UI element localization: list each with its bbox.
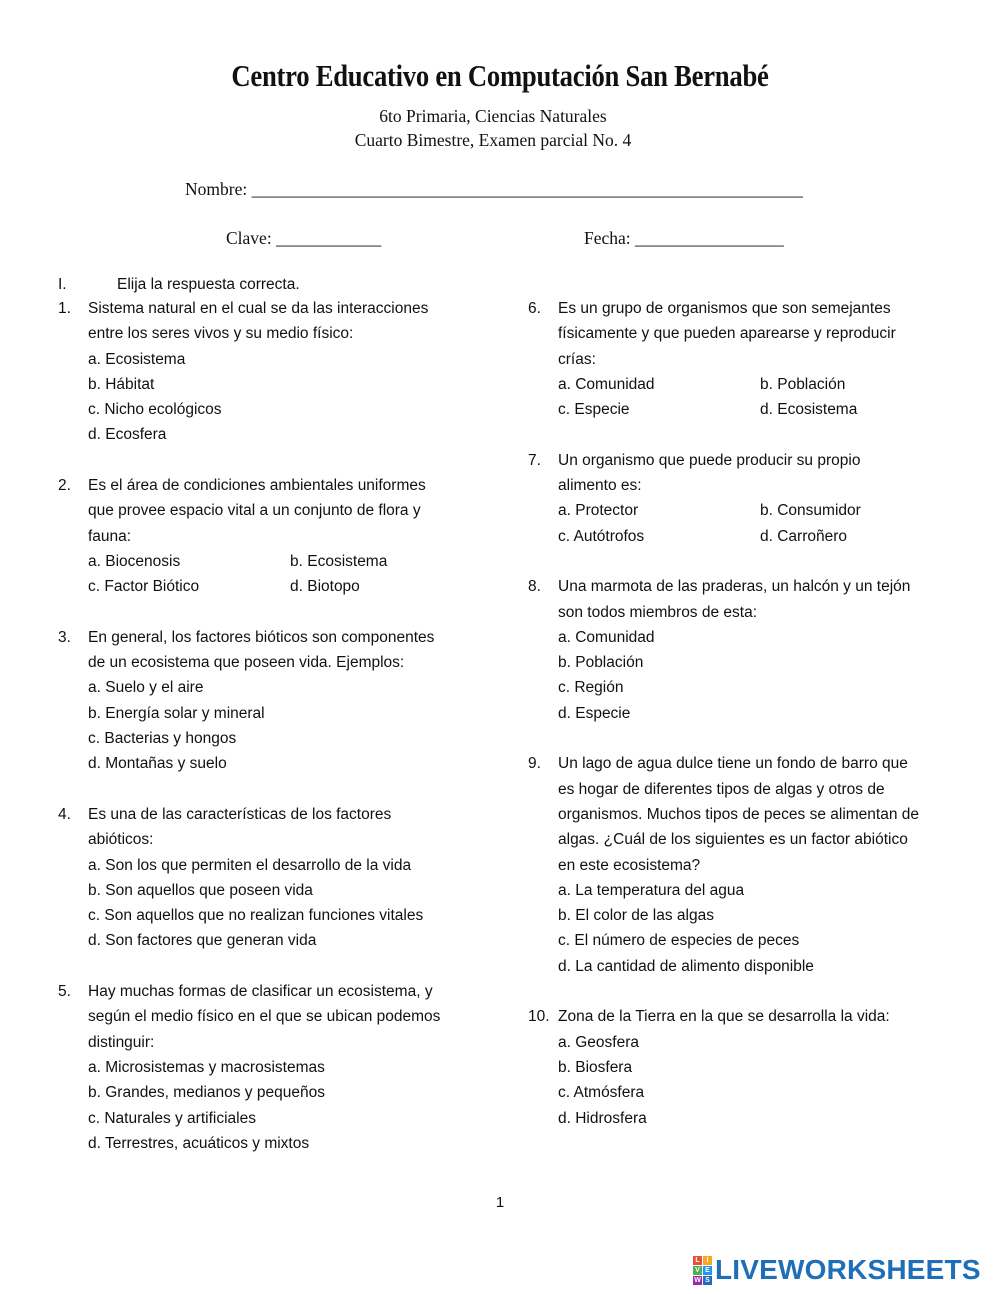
question-text: en este ecosistema? — [558, 856, 701, 874]
clave-blank[interactable]: ____________ — [276, 228, 382, 248]
question-number: 8. — [528, 578, 541, 596]
question-text: abióticos: — [88, 831, 154, 849]
question-block — [528, 751, 968, 979]
question-text: crías: — [558, 350, 596, 368]
question-text: según el medio físico en el que se ubican podemos — [88, 1008, 441, 1026]
fecha-label: Fecha: — [584, 228, 631, 248]
question-text: algas. ¿Cuál de los siguientes es un factor abiótico — [558, 831, 908, 849]
question-number: 7. — [528, 451, 541, 469]
page-number: 1 — [495, 1194, 505, 1211]
answer-option[interactable]: c. Atmósfera — [558, 1084, 645, 1102]
answer-option[interactable]: a. Geosfera — [558, 1033, 639, 1051]
question-text: Un lago de agua dulce tiene un fondo de barro que — [558, 755, 908, 773]
answer-option[interactable]: a. Comunidad — [558, 375, 655, 393]
question-number: 2. — [58, 477, 71, 495]
answer-option[interactable]: b. Población — [558, 654, 644, 672]
answer-option[interactable]: c. Nicho ecológicos — [88, 401, 222, 419]
question-number: 3. — [58, 628, 71, 646]
logo-square: S — [703, 1276, 712, 1285]
question-block — [528, 448, 968, 549]
question-text: En general, los factores bióticos son componentes — [88, 628, 435, 646]
answer-option[interactable]: b. Hábitat — [88, 375, 155, 393]
answer-option[interactable]: a. Ecosistema — [88, 350, 186, 368]
question-text: de un ecosistema que poseen vida. Ejemplos: — [88, 654, 405, 672]
clave-label: Clave: — [226, 228, 272, 248]
answer-option[interactable]: b. Grandes, medianos y pequeños — [88, 1084, 325, 1102]
question-number: 4. — [58, 805, 71, 823]
answer-option[interactable]: b. Ecosistema — [290, 552, 388, 570]
question-block — [58, 979, 478, 1156]
question-text: Zona de la Tierra en la que se desarrolla la vida: — [558, 1008, 890, 1026]
answer-option[interactable]: b. El color de las algas — [558, 907, 714, 925]
answer-option[interactable]: c. Autótrofos — [558, 527, 645, 545]
answer-option[interactable]: c. Son aquellos que no realizan funciones vitales — [88, 907, 424, 925]
answer-option[interactable]: d. Especie — [558, 704, 631, 722]
answer-option[interactable]: b. Son aquellos que poseen vida — [88, 881, 313, 899]
question-text: son todos miembros de esta: — [558, 603, 758, 621]
right-question-column — [528, 296, 968, 1156]
clave-field[interactable] — [226, 228, 381, 249]
question-text: Hay muchas formas de clasificar un ecosistema, y — [88, 983, 433, 1001]
question-text: organismos. Muchos tipos de peces se alimentan de — [558, 805, 920, 823]
answer-option[interactable]: b. Población — [760, 375, 846, 393]
question-block — [528, 296, 968, 422]
fecha-field[interactable] — [584, 228, 784, 249]
question-text: Es el área de condiciones ambientales uniformes — [88, 477, 426, 495]
answer-option[interactable]: a. Protector — [558, 502, 639, 520]
question-number: 5. — [58, 983, 71, 1001]
section-instruction: Elija la respuesta correcta. — [117, 276, 300, 293]
logo-square: L — [693, 1256, 702, 1265]
question-text: Un organismo que puede producir su propio — [558, 451, 861, 469]
answer-option[interactable]: d. La cantidad de alimento disponible — [558, 957, 814, 975]
page-title: Centro Educativo en Computación San Bernabé — [231, 58, 769, 93]
subtitle-exam: Cuarto Bimestre, Examen parcial No. 4 — [354, 130, 632, 150]
question-text: distinguir: — [88, 1033, 155, 1051]
answer-option[interactable]: c. Factor Biótico — [88, 578, 200, 596]
question-text: fauna: — [88, 527, 132, 545]
answer-option[interactable]: c. Naturales y artificiales — [88, 1109, 256, 1127]
subtitle-grade: 6to Primaria, Ciencias Naturales — [379, 106, 607, 126]
logo-text: LIVEWORKSHEETS — [715, 1254, 981, 1285]
question-text: Es una de las características de los factores — [88, 805, 392, 823]
question-block — [528, 1004, 968, 1130]
question-number: 10. — [528, 1008, 550, 1026]
answer-option[interactable]: b. Biosfera — [558, 1058, 633, 1076]
answer-option[interactable]: d. Ecosfera — [88, 426, 167, 444]
answer-option[interactable]: c. El número de especies de peces — [558, 932, 800, 950]
question-block — [58, 473, 478, 599]
question-text: Sistema natural en el cual se da las interacciones — [88, 300, 429, 317]
answer-option[interactable]: d. Biotopo — [290, 578, 360, 596]
question-text: que provee espacio vital a un conjunto de flora y — [88, 502, 421, 520]
answer-option[interactable]: a. Microsistemas y macrosistemas — [88, 1058, 325, 1076]
answer-option[interactable]: b. Consumidor — [760, 502, 861, 520]
logo-square: E — [703, 1266, 712, 1275]
nombre-label: Nombre: — [185, 179, 248, 199]
answer-option[interactable]: d. Son factores que generan vida — [88, 932, 317, 950]
question-block — [58, 296, 478, 448]
answer-option[interactable]: a. La temperatura del agua — [558, 881, 745, 899]
logo-mark-icon — [693, 1256, 712, 1285]
answer-option[interactable]: a. Son los que permiten el desarrollo de la vida — [88, 856, 412, 874]
fecha-blank[interactable]: _________________ — [635, 228, 784, 248]
answer-option[interactable]: c. Bacterias y hongos — [88, 730, 237, 748]
nombre-blank[interactable]: _______________________________________________________________ — [251, 179, 803, 199]
answer-option[interactable]: d. Montañas y suelo — [88, 755, 227, 773]
logo-square: W — [694, 1276, 701, 1284]
question-number: 9. — [528, 755, 541, 773]
logo-square: V — [693, 1266, 702, 1275]
question-text: Una marmota de las praderas, un halcón y un tejón — [558, 578, 911, 596]
logo-square: I — [703, 1256, 712, 1265]
answer-option[interactable]: c. Región — [558, 679, 624, 697]
left-question-column — [58, 296, 478, 1181]
answer-option[interactable]: d. Carroñero — [760, 527, 848, 545]
answer-option[interactable]: d. Hidrosfera — [558, 1109, 647, 1127]
question-number: 1. — [58, 300, 71, 317]
answer-option[interactable]: a. Comunidad — [558, 628, 655, 646]
answer-option[interactable]: d. Terrestres, acuáticos y mixtos — [88, 1134, 310, 1152]
section-numeral: I. — [58, 276, 67, 293]
question-text: Es un grupo de organismos que son semejantes — [558, 300, 891, 317]
answer-option[interactable]: a. Biocenosis — [88, 552, 181, 570]
liveworksheets-logo[interactable] — [693, 1256, 981, 1284]
answer-option[interactable]: b. Energía solar y mineral — [88, 704, 265, 722]
question-text: físicamente y que pueden aparearse y reproducir — [558, 325, 896, 343]
answer-option[interactable]: d. Ecosistema — [760, 401, 858, 419]
question-block — [528, 574, 968, 726]
nombre-field[interactable] — [185, 179, 803, 200]
question-text: entre los seres vivos y su medio físico: — [88, 325, 354, 343]
question-text: es hogar de diferentes tipos de algas y otros de — [558, 780, 885, 798]
question-text: alimento es: — [558, 477, 642, 495]
answer-option[interactable]: c. Especie — [558, 401, 630, 419]
answer-option[interactable]: a. Suelo y el aire — [88, 679, 204, 697]
question-block — [58, 625, 478, 777]
question-number: 6. — [528, 300, 541, 317]
question-block — [58, 802, 478, 954]
